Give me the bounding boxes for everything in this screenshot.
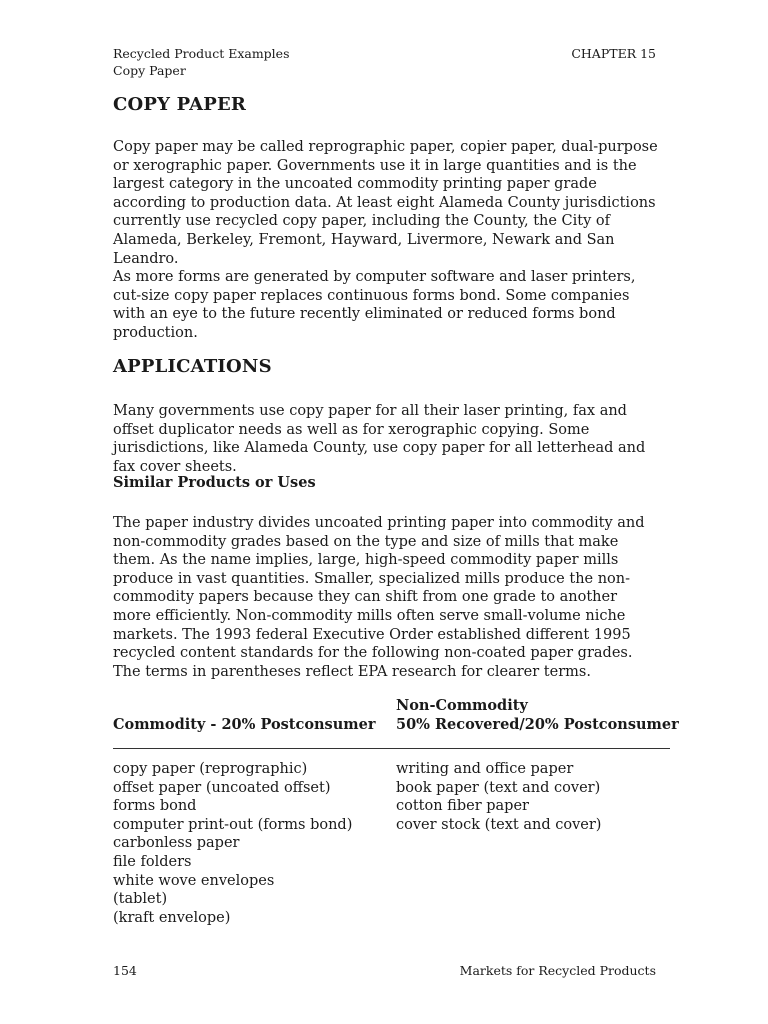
- applications-heading: APPLICATIONS: [113, 356, 272, 377]
- list-item: (tablet): [113, 891, 168, 908]
- document-page: [113, 0, 679, 1024]
- table-header-divider: [113, 748, 670, 749]
- header-chapter-label: CHAPTER 15: [571, 46, 656, 61]
- header-section-label: Recycled Product Examples: [113, 46, 290, 61]
- list-item: offset paper (uncoated offset): [113, 779, 331, 796]
- list-item: forms bond: [113, 798, 197, 815]
- list-item: cotton fiber paper: [396, 798, 529, 815]
- similar-products-heading: Similar Products or Uses: [113, 474, 316, 491]
- noncommodity-column-header: [396, 697, 679, 734]
- list-item: book paper (text and cover): [396, 779, 601, 796]
- running-header-left: [113, 46, 290, 79]
- applications-paragraph: Many governments use copy paper for all their laser printing, fax and offset duplicator needs as well as for xerographic copying. Some jurisdictions, like Alameda County, use copy paper for all letterhead and fax cover sheets.: [113, 403, 646, 475]
- forms-paragraph: As more forms are generated by computer software and laser printers, cut-size copy paper replaces continuous forms bond. Some companies with an eye to the future recently eliminated or reduced forms bond production.: [113, 269, 636, 341]
- noncommodity-header-line2: 50% Recovered/20% Postconsumer: [396, 715, 679, 733]
- list-item: (kraft envelope): [113, 909, 231, 926]
- commodity-items-list: [113, 760, 352, 927]
- commodity-header-text: Commodity - 20% Postconsumer: [113, 715, 376, 733]
- noncommodity-items-list: [396, 760, 601, 834]
- page-title: COPY PAPER: [113, 94, 247, 115]
- list-item: computer print-out (forms bond): [113, 816, 353, 833]
- list-item: white wove envelopes: [113, 872, 275, 889]
- list-item: copy paper (reprographic): [113, 761, 308, 777]
- list-item: writing and office paper: [396, 761, 574, 777]
- page-number: 154: [113, 963, 137, 978]
- list-item: file folders: [113, 853, 192, 870]
- header-topic-label: Copy Paper: [113, 62, 186, 78]
- list-item: cover stock (text and cover): [396, 816, 602, 833]
- intro-paragraph: Copy paper may be called reprographic paper, copier paper, dual-purpose or xerographic paper. Governments use it in large quantities and is the largest category in the uncoated commodity printing paper grade according to production data. At least eight Alameda County jurisdictions currently use recycled copy paper, including the County, the City of Alameda, Berkeley, Fremont, Hayward, Livermore, Newark and San Leandro.: [113, 139, 658, 267]
- noncommodity-header-line1: Non-Commodity: [396, 697, 528, 714]
- footer-book-title: Markets for Recycled Products: [459, 963, 656, 978]
- list-item: carbonless paper: [113, 835, 240, 852]
- similar-products-paragraph: The paper industry divides uncoated printing paper into commodity and non-commodity grades based on the type and size of mills that make them. As the name implies, large, high-speed commodity paper mills produce in vast quantities. Smaller, specialized mills produce the non-commodity papers because they can shift from one grade to another more efficiently. Non-commodity mills often serve small-volume niche markets. The 1993 federal Executive Order established different 1995 recycled content standards for the following non-coated paper grades. The terms in parentheses reflect EPA research for clearer terms.: [113, 515, 645, 680]
- commodity-column-header: [113, 716, 375, 735]
